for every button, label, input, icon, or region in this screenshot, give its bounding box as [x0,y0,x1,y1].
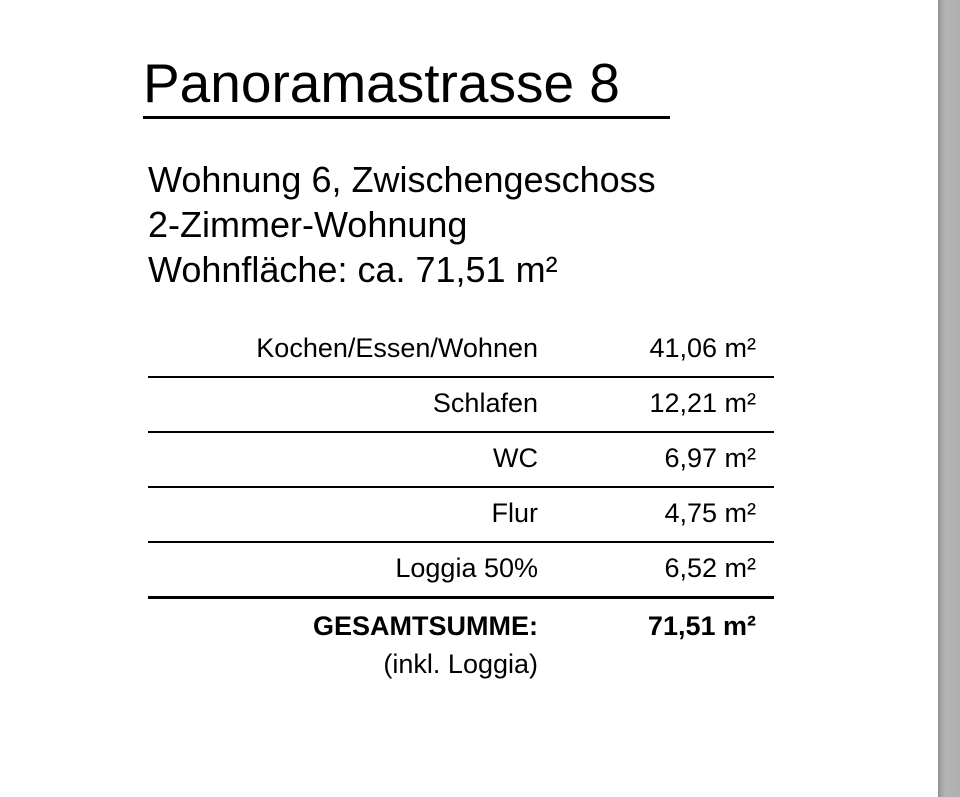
room-area: 6,52 m² [664,553,756,583]
apartment-unit: Wohnung 6, Zwischengeschoss [148,159,656,200]
total-label: GESAMTSUMME: [313,611,538,641]
room-name: WC [493,443,538,473]
room-area: 41,06 m² [649,333,756,363]
table-row [148,543,774,599]
room-name: Loggia 50% [395,553,538,583]
room-area: 4,75 m² [664,498,756,528]
room-area: 6,97 m² [664,443,756,473]
apartment-living-area: Wohnfläche: ca. 71,51 m² [148,249,558,290]
page-title: Panoramastrasse 8 [143,52,670,119]
page-edge-shadow [938,0,960,797]
room-name: Schlafen [432,388,538,418]
table-row [148,323,774,378]
apartment-info [148,157,656,292]
room-area-table [148,323,774,679]
table-row [148,488,774,543]
total-row [148,599,774,679]
room-name: Kochen/Essen/Wohnen [256,333,538,363]
total-area: 71,51 m² [647,611,756,641]
room-area: 12,21 m² [649,388,756,418]
table-row [148,378,774,433]
table-row [148,433,774,488]
apartment-type: 2-Zimmer-Wohnung [148,204,468,245]
room-name: Flur [491,498,538,528]
total-note: (inkl. Loggia) [383,649,538,679]
